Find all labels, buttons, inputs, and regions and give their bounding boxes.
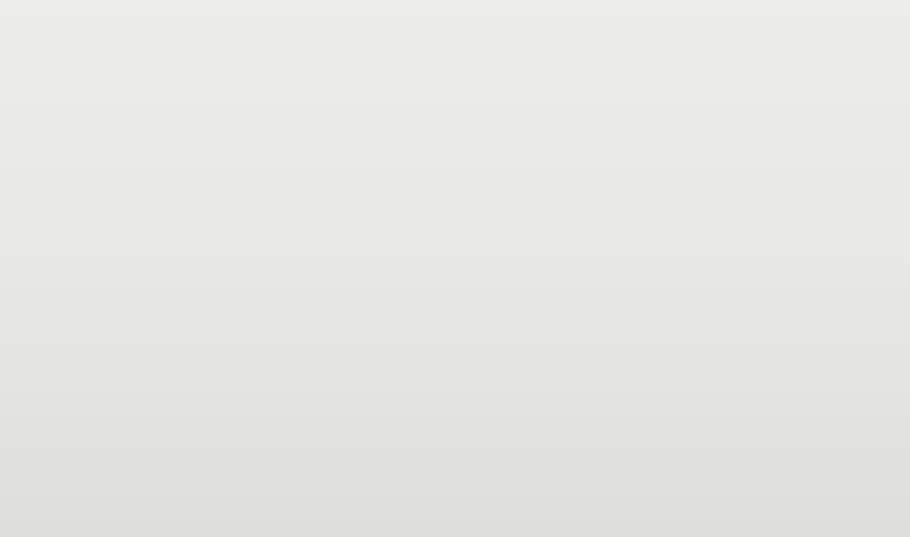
question-part-c-line-2 (52, 114, 872, 122)
